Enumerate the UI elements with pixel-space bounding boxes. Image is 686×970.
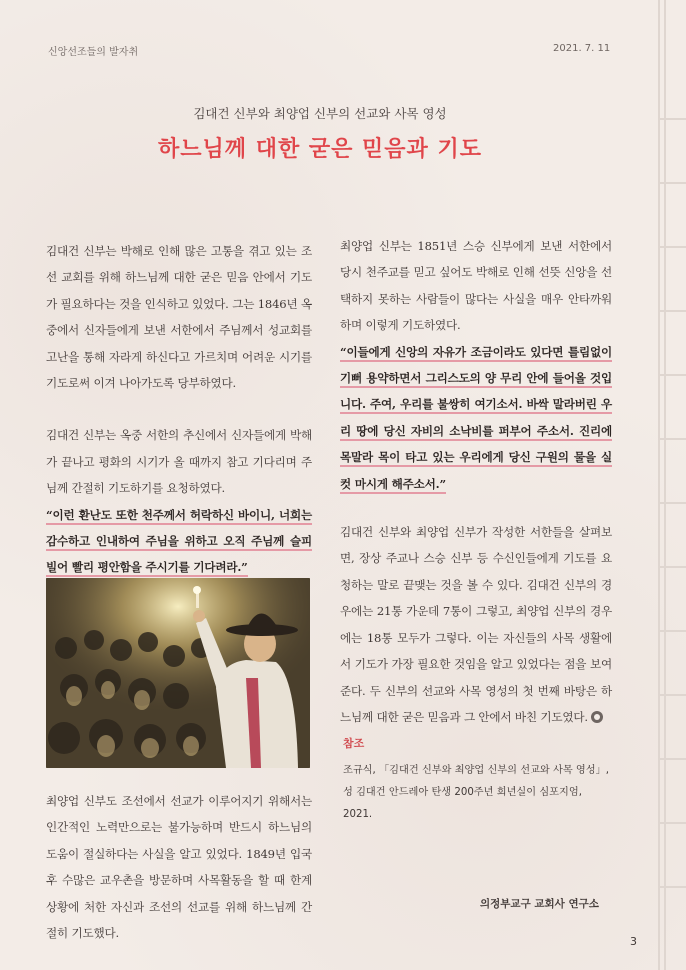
decor-line bbox=[658, 118, 686, 120]
reference-text: 조규식, 「김대건 신부와 최양업 신부의 선교와 사목 영성」, 성 김대건 안드레아 탄생 200주년 희년실이 심포지엄, 2021. bbox=[343, 765, 610, 820]
article-subtitle: 김대건 신부와 최양업 신부의 선교와 사목 영성 bbox=[193, 106, 447, 121]
decor-line bbox=[658, 182, 686, 184]
decor-line bbox=[658, 822, 686, 824]
decor-line bbox=[658, 566, 686, 568]
decor-line bbox=[658, 246, 686, 248]
paragraph: 김대건 신부는 옥중 서한의 추신에서 신자들에게 박해가 끝나고 평화의 시기가 올 때까지 참고 기다리며 주님께 간절히 기도하기를 요청하였다. bbox=[46, 428, 312, 496]
issue-date: 2021. 7. 11 bbox=[553, 43, 611, 54]
decor-line bbox=[658, 758, 686, 760]
end-mark-icon bbox=[591, 711, 603, 723]
decor-line bbox=[658, 886, 686, 888]
decor-line bbox=[658, 630, 686, 632]
paragraph: 최양업 신부도 조선에서 선교가 이루어지기 위해서는 인간적인 노력만으로는 불가능하며 반드시 하느님의 도움이 절실하다는 사실을 알고 있었다. 1849년 입국 후 수많은 교우촌을 방문하며 사목활동을 할 때 한계 상황에 처한 자신과 조선의 선교를 위해 하느님께 간절히 기도했다. bbox=[46, 794, 312, 941]
quote-text: “이런 환난도 또한 천주께서 허락하신 바이니, 너희는 감수하고 인내하여 주님을 위하고 오직 주님께 슬피 빌어 빨리 평안함을 주시기를 기다려라.” bbox=[46, 508, 312, 578]
decor-line bbox=[658, 694, 686, 696]
prayer-scene-image bbox=[46, 578, 310, 768]
article-title: 하느님께 대한 굳은 믿음과 기도 bbox=[158, 136, 482, 162]
decor-line bbox=[658, 438, 686, 440]
paragraph: 최양업 신부는 1851년 스승 신부에게 보낸 서한에서 당시 천주교를 믿고 싶어도 박해로 인해 선뜻 신앙을 선택하지 못하는 사람들이 많다는 사실을 매우 안타까워하며 이렇게 기도하였다. bbox=[340, 239, 612, 333]
left-column-bottom bbox=[46, 788, 312, 946]
right-column bbox=[340, 233, 612, 730]
paragraph bbox=[340, 519, 612, 730]
left-column bbox=[46, 238, 312, 581]
quote-text: “이들에게 신앙의 자유가 조금이라도 있다면 틀림없이 기뻐 용약하면서 그리스도의 양 무리 안에 들어올 것입니다. 주여, 우리를 불쌍히 여기소서. 바싹 말라버린 우리 땅에 당신 자비의 소낙비를 퍼부어 주소서. 진리에 목말라 목이 타고 있는 우리에게 당신 구원의 물을 실컷 마시게 해주소서.” bbox=[340, 345, 612, 494]
page-number: 3 bbox=[630, 935, 637, 948]
quote-choi bbox=[340, 339, 612, 497]
decor-line bbox=[658, 502, 686, 504]
decor-line bbox=[664, 0, 666, 970]
paragraph: 김대건 신부는 박해로 인해 많은 고통을 겪고 있는 조선 교회를 위해 하느님께 대한 굳은 믿음 안에서 기도가 필요하다는 것을 인식하고 있었다. 그는 1846년 옥중에서 신자들에게 보낸 서한에서 주님께서 성교회를 고난을 통해 자라게 하신다고 가르치며 어려운 시기를 기도로써 이겨 나아가도록 당부하였다. bbox=[46, 244, 312, 391]
paragraph-text: 김대건 신부와 최양업 신부가 작성한 서한들을 살펴보면, 장상 주교나 스승 신부 등 수신인들에게 기도를 요청하는 말로 끝맺는 것을 볼 수 있다. 김대건 신부의 경우에는 21통 가운데 7통이 그렇고, 최양업 신부의 경우에는 18통 모두가 그렇다. 이는 자신들의 사목 생활에서 기도가 가장 필요한 것임을 알고 있었다는 점을 보여 준다. 두 신부의 선교와 사목 영성의 첫 번째 바탕은 하느님께 대한 굳은 믿음과 그 안에서 바친 기도였다. bbox=[340, 525, 612, 724]
decor-line bbox=[658, 0, 660, 970]
decor-line bbox=[658, 374, 686, 376]
reference-heading: 참조 bbox=[343, 737, 365, 750]
decor-line bbox=[658, 310, 686, 312]
illustration bbox=[46, 578, 310, 768]
quote-kim bbox=[46, 502, 312, 581]
author-org: 의정부교구 교회사 연구소 bbox=[480, 898, 599, 910]
section-label: 신앙선조들의 발자취 bbox=[48, 47, 139, 58]
